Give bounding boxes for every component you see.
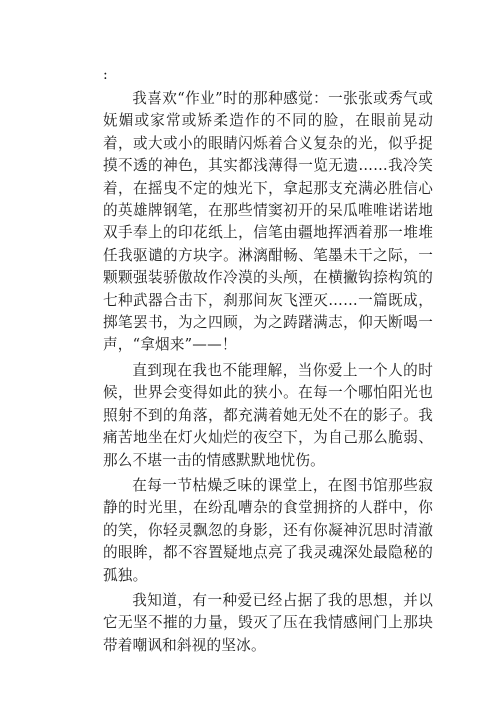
essay-body bbox=[103, 88, 433, 660]
paragraph-3: 在每一节枯燥乏味的课堂上，在图书馆那些寂静的时光里，在纷乱嘈杂的食堂拥挤的人群中，你的笑，你轻灵飘忽的身影，还有你凝神沉思时清澈的眼眸，都不容置疑地点亮了我灵魂深处最隐秘的孤独。 bbox=[103, 476, 433, 584]
paragraph-1: 我喜欢“作业”时的那种感觉：一张张或秀气或妩媚或家常或矫柔造作的不同的脸，在眼前晃动着，或大或小的眼睛闪烁着合义复杂的光，似乎捉摸不透的神色，其实都浅薄得一览无遗……我冷笑着，在摇曳不定的烛光下，拿起那支充满必胜信心的英雄牌钢笔，在那些情窦初开的呆瓜唯唯诺诺地双手奉上的印花纸上，信笔由疆地挥洒着那一堆堆任我驱谴的方块字。淋漓酣畅、笔墨未干之际，一颗颗强装骄傲故作冷漠的头颅，在横撇钩捺构筑的七种武器合击下，刹那间灰飞湮灭……一篇既成，掷笔罢书，为之四顾，为之踌躇满志，仰天断喝一声，“拿烟来”——！ bbox=[103, 90, 433, 354]
paragraph-2: 直到现在我也不能理解，当你爱上一个人的时候，世界会变得如此的狭小。在每一个哪怕阳光也照射不到的角落，都充满着她无处不在的影子。我痛苦地坐在灯火灿烂的夜空下，为自己那么脆弱、那么不堪一击的情感默默地忧伤。 bbox=[103, 361, 433, 469]
heading-colon: : bbox=[103, 67, 108, 83]
paragraph-4: 我知道，有一种爱已经占据了我的思想，并以它无坚不摧的力量，毁灭了压在我情感闸门上那块带着嘲讽和斜视的坚冰。 bbox=[103, 591, 433, 654]
